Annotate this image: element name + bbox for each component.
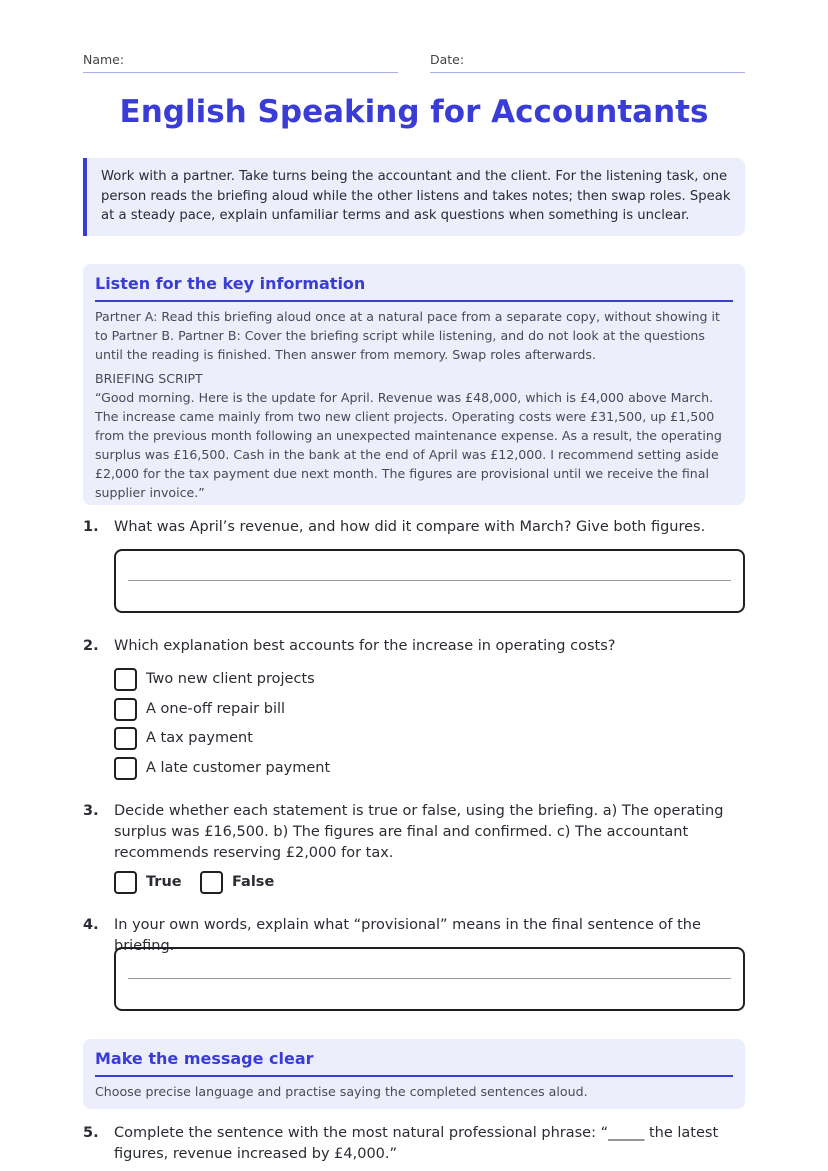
checkbox[interactable] [114,871,137,894]
page-title: English Speaking for Accountants [119,94,709,130]
writing-line [128,580,731,581]
date-label: Date: [430,52,465,67]
checkbox[interactable] [114,757,137,780]
briefing-script: “Good morning. Here is the update for April. Revenue was £48,000, which is £4,000 above March. The increase came mainly from two new client projects. Operating costs were £31,500, up £1,500 from the previous month following an unexpected maintenance expense. As a result, the operating surplus was £16,500. Cash in the bank at the end of April was £12,000. I recommend setting aside £2,000 for the tax payment due next month. The figures are provisional until we receive the final supplier invoice.” [95,390,722,500]
name-label: Name: [83,52,125,67]
checkbox[interactable] [114,698,137,721]
question-text: Complete the sentence with the most natural professional phrase: “_____ the latest figures, revenue increased by £4,000.” [114,1125,719,1162]
option-label: False [232,874,275,890]
question-text: In your own words, explain what “provisional” means in the final sentence of the briefing. [114,917,701,954]
question-text: Which explanation best accounts for the increase in operating costs? [114,638,616,654]
question-number: 3. [83,803,99,819]
section-heading-clear-message: Make the message clear [95,1049,733,1077]
question-number: 5. [83,1125,99,1141]
checkbox[interactable] [114,668,137,691]
script-label: BRIEFING SCRIPT [95,371,203,386]
option-label: A late customer payment [146,760,331,776]
answer-box-4[interactable] [114,947,745,1011]
option-label: A tax payment [146,730,253,746]
question-text: What was April’s revenue, and how did it compare with March? Give both figures. [114,519,706,535]
header-fields [83,52,745,74]
question-number: 1. [83,519,99,535]
section-listen [83,264,745,505]
clear-message-instructions: Choose precise language and practise saying the completed sentences aloud. [95,1084,588,1099]
option-label: A one-off repair bill [146,701,286,717]
section-heading-listen: Listen for the key information [95,274,733,302]
question-text: Decide whether each statement is true or false, using the briefing. a) The operating surplus was £16,500. b) The figures are final and confirmed. c) The accountant recommends reserving £2,000 for tax. [114,803,724,861]
checkbox[interactable] [114,727,137,750]
option-label: True [146,874,182,890]
answer-box-1[interactable] [114,549,745,613]
checkbox[interactable] [200,871,223,894]
writing-line [128,978,731,979]
option-label: Two new client projects [146,671,315,687]
question-number: 2. [83,638,99,654]
intro-box: Work with a partner. Take turns being the accountant and the client. For the listening task, one person reads the briefing aloud while the other listens and takes notes; then swap roles. Speak at a steady pace, explain unfamiliar terms and ask questions when something is unclear. [83,158,745,236]
name-field[interactable] [83,52,398,73]
listen-instructions: Partner A: Read this briefing aloud once at a natural pace from a separate copy, without showing it to Partner B. Partner B: Cover the briefing script while listening, and do not look at the questions until the reading is finished. Then answer from memory. Swap roles afterwards. [95,309,720,362]
date-field[interactable] [430,52,745,73]
section-clear-message [83,1039,745,1109]
question-number: 4. [83,917,99,933]
